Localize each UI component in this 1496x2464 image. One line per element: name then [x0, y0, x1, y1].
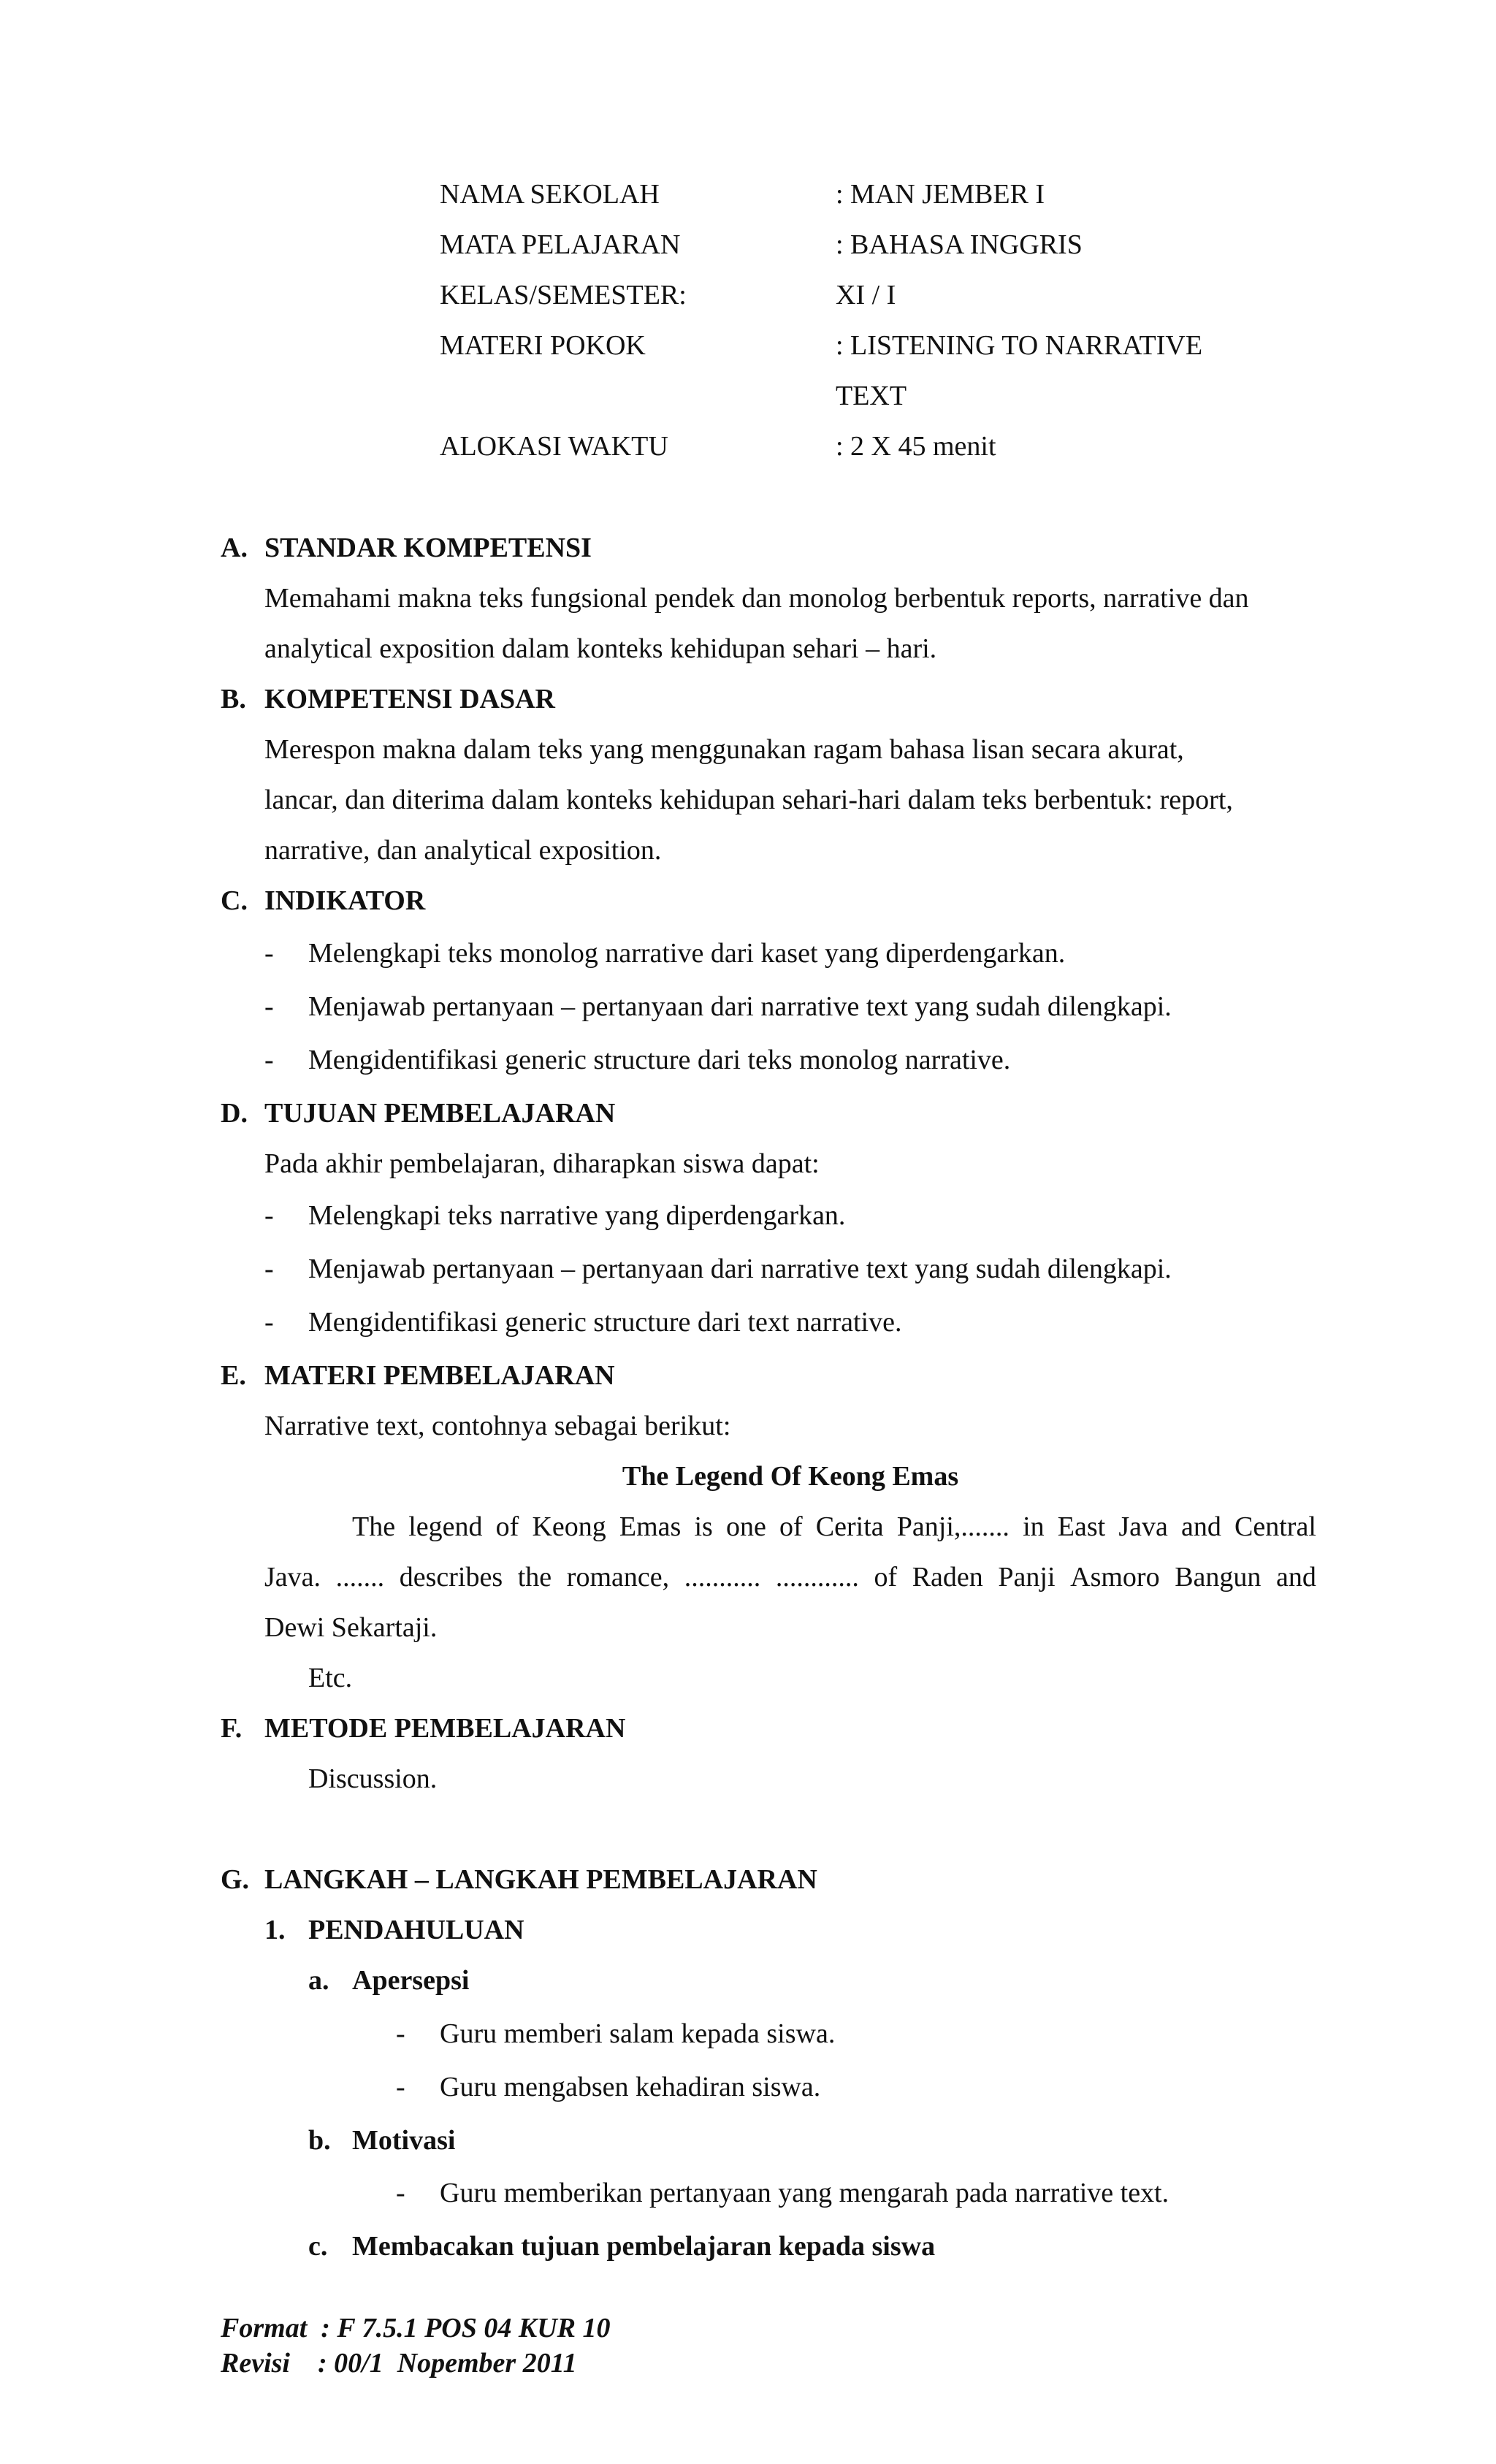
- section-a-letter: A.: [221, 533, 248, 563]
- header-value-subject: : BAHASA INGGRIS: [836, 229, 1083, 260]
- header-label-class: KELAS/SEMESTER:: [440, 280, 687, 310]
- section-d-title: TUJUAN PEMBELAJARAN: [264, 1098, 616, 1129]
- section-f-title: METODE PEMBELAJARAN: [264, 1713, 626, 1744]
- story-line-2-word: Raden: [912, 1562, 983, 1593]
- story-line-2-word: and: [1276, 1562, 1316, 1593]
- section-d-item-2: Menjawab pertanyaan – pertanyaan dari narrative text yang sudah dilengkapi.: [308, 1254, 1172, 1284]
- story-text-line-3: Dewi Sekartaji.: [264, 1612, 438, 1643]
- header-value-time: : 2 X 45 menit: [836, 431, 996, 462]
- footer-format: Format : F 7.5.1 POS 04 KUR 10: [221, 2313, 611, 2343]
- section-b-text-3: narrative, dan analytical exposition.: [264, 835, 662, 866]
- section-a-title: STANDAR KOMPETENSI: [264, 533, 592, 563]
- story-line-2-word: Panji: [998, 1562, 1056, 1593]
- section-d-item-3: Mengidentifikasi generic structure dari text narrative.: [308, 1307, 902, 1338]
- story-text-line-1: [352, 1509, 1316, 1544]
- subsection-a-item-1: Guru memberi salam kepada siswa.: [440, 2018, 836, 2049]
- section-d-letter: D.: [221, 1098, 248, 1129]
- story-line-1-word: Central: [1234, 1511, 1316, 1542]
- header-value-school: : MAN JEMBER I: [836, 179, 1045, 210]
- section-b-text-1: Merespon makna dalam teks yang menggunakan ragam bahasa lisan secara akurat,: [264, 734, 1184, 765]
- section-g-title: LANGKAH – LANGKAH PEMBELAJARAN: [264, 1864, 817, 1895]
- story-title: The Legend Of Keong Emas: [622, 1461, 959, 1492]
- bullet-dash: -: [396, 2072, 405, 2102]
- section-c-item-3: Mengidentifikasi generic structure dari teks monolog narrative.: [308, 1045, 1011, 1075]
- bullet-dash: -: [264, 938, 274, 969]
- story-line-2-word: romance,: [566, 1562, 670, 1593]
- subsection-b-title: Motivasi: [352, 2125, 456, 2156]
- bullet-dash: -: [396, 2018, 405, 2049]
- bullet-dash: -: [264, 991, 274, 1022]
- story-line-1-word: one: [725, 1511, 766, 1542]
- section-c-letter: C.: [221, 885, 248, 916]
- story-line-1-word: legend: [408, 1511, 483, 1542]
- section-b-text-2: lancar, dan diterima dalam konteks kehidupan sehari-hari dalam teks berbentuk: report,: [264, 785, 1233, 815]
- section-g-sub1-title: PENDAHULUAN: [308, 1915, 524, 1945]
- section-c-item-1: Melengkapi teks monolog narrative dari kaset yang diperdengarkan.: [308, 938, 1066, 969]
- story-line-2-word: Java.: [264, 1562, 321, 1593]
- story-line-1-word: Java: [1118, 1511, 1168, 1542]
- story-line-1-word: Cerita: [815, 1511, 884, 1542]
- subsection-b-letter: b.: [308, 2125, 331, 2156]
- story-etc: Etc.: [308, 1663, 353, 1693]
- story-line-2-word: the: [517, 1562, 552, 1593]
- story-line-2-word: ...........: [684, 1562, 761, 1593]
- story-line-2-word: .......: [335, 1562, 385, 1593]
- header-label-material: MATERI POKOK: [440, 330, 646, 361]
- subsection-c-letter: c.: [308, 2231, 328, 2262]
- story-line-2-word: Asmoro: [1070, 1562, 1160, 1593]
- section-f-letter: F.: [221, 1713, 243, 1744]
- story-line-1-word: is: [694, 1511, 713, 1542]
- section-b-letter: B.: [221, 684, 246, 714]
- bullet-dash: -: [264, 1307, 274, 1338]
- header-value-material-cont: TEXT: [836, 381, 907, 411]
- story-line-1-word: Keong: [532, 1511, 606, 1542]
- section-g-sub1-num: 1.: [264, 1915, 286, 1945]
- section-e-letter: E.: [221, 1360, 246, 1391]
- header-value-class: XI / I: [836, 280, 896, 310]
- story-line-2-word: Bangun: [1175, 1562, 1262, 1593]
- story-line-2-word: ............: [775, 1562, 859, 1593]
- story-line-1-word: East: [1057, 1511, 1106, 1542]
- section-a-text-1: Memahami makna teks fungsional pendek dan monolog berbentuk reports, narrative dan: [264, 583, 1249, 614]
- story-line-1-word: and: [1181, 1511, 1221, 1542]
- story-line-1-word: of: [495, 1511, 519, 1542]
- story-line-1-word: The: [352, 1511, 396, 1542]
- section-d-item-1: Melengkapi teks narrative yang diperdengarkan.: [308, 1200, 846, 1231]
- bullet-dash: -: [264, 1045, 274, 1075]
- section-b-title: KOMPETENSI DASAR: [264, 684, 555, 714]
- section-f-text: Discussion.: [308, 1763, 438, 1794]
- story-text-line-2: [264, 1560, 1316, 1595]
- header-label-school: NAMA SEKOLAH: [440, 179, 660, 210]
- story-line-1-word: Emas: [619, 1511, 682, 1542]
- header-label-subject: MATA PELAJARAN: [440, 229, 681, 260]
- header-label-time: ALOKASI WAKTU: [440, 431, 668, 462]
- section-e-intro: Narrative text, contohnya sebagai berikut:: [264, 1411, 731, 1441]
- header-value-material: : LISTENING TO NARRATIVE: [836, 330, 1203, 361]
- story-line-2-word: describes: [399, 1562, 503, 1593]
- story-line-2-word: of: [874, 1562, 898, 1593]
- section-c-item-2: Menjawab pertanyaan – pertanyaan dari narrative text yang sudah dilengkapi.: [308, 991, 1172, 1022]
- section-c-title: INDIKATOR: [264, 885, 426, 916]
- section-a-text-2: analytical exposition dalam konteks kehidupan sehari – hari.: [264, 633, 937, 664]
- bullet-dash: -: [396, 2178, 405, 2208]
- section-g-letter: G.: [221, 1864, 250, 1895]
- subsection-a-title: Apersepsi: [352, 1965, 470, 1996]
- subsection-b-item-1: Guru memberikan pertanyaan yang mengarah pada narrative text.: [440, 2178, 1169, 2208]
- story-line-1-word: of: [779, 1511, 803, 1542]
- subsection-a-letter: a.: [308, 1965, 329, 1996]
- bullet-dash: -: [264, 1254, 274, 1284]
- footer-revisi: Revisi : 00/1 Nopember 2011: [221, 2348, 577, 2379]
- section-e-title: MATERI PEMBELAJARAN: [264, 1360, 615, 1391]
- subsection-c-title: Membacakan tujuan pembelajaran kepada siswa: [352, 2231, 936, 2262]
- subsection-a-item-2: Guru mengabsen kehadiran siswa.: [440, 2072, 821, 2102]
- story-line-1-word: in: [1023, 1511, 1045, 1542]
- story-line-1-word: Panji,.......: [896, 1511, 1010, 1542]
- bullet-dash: -: [264, 1200, 274, 1231]
- section-d-intro: Pada akhir pembelajaran, diharapkan siswa dapat:: [264, 1148, 820, 1179]
